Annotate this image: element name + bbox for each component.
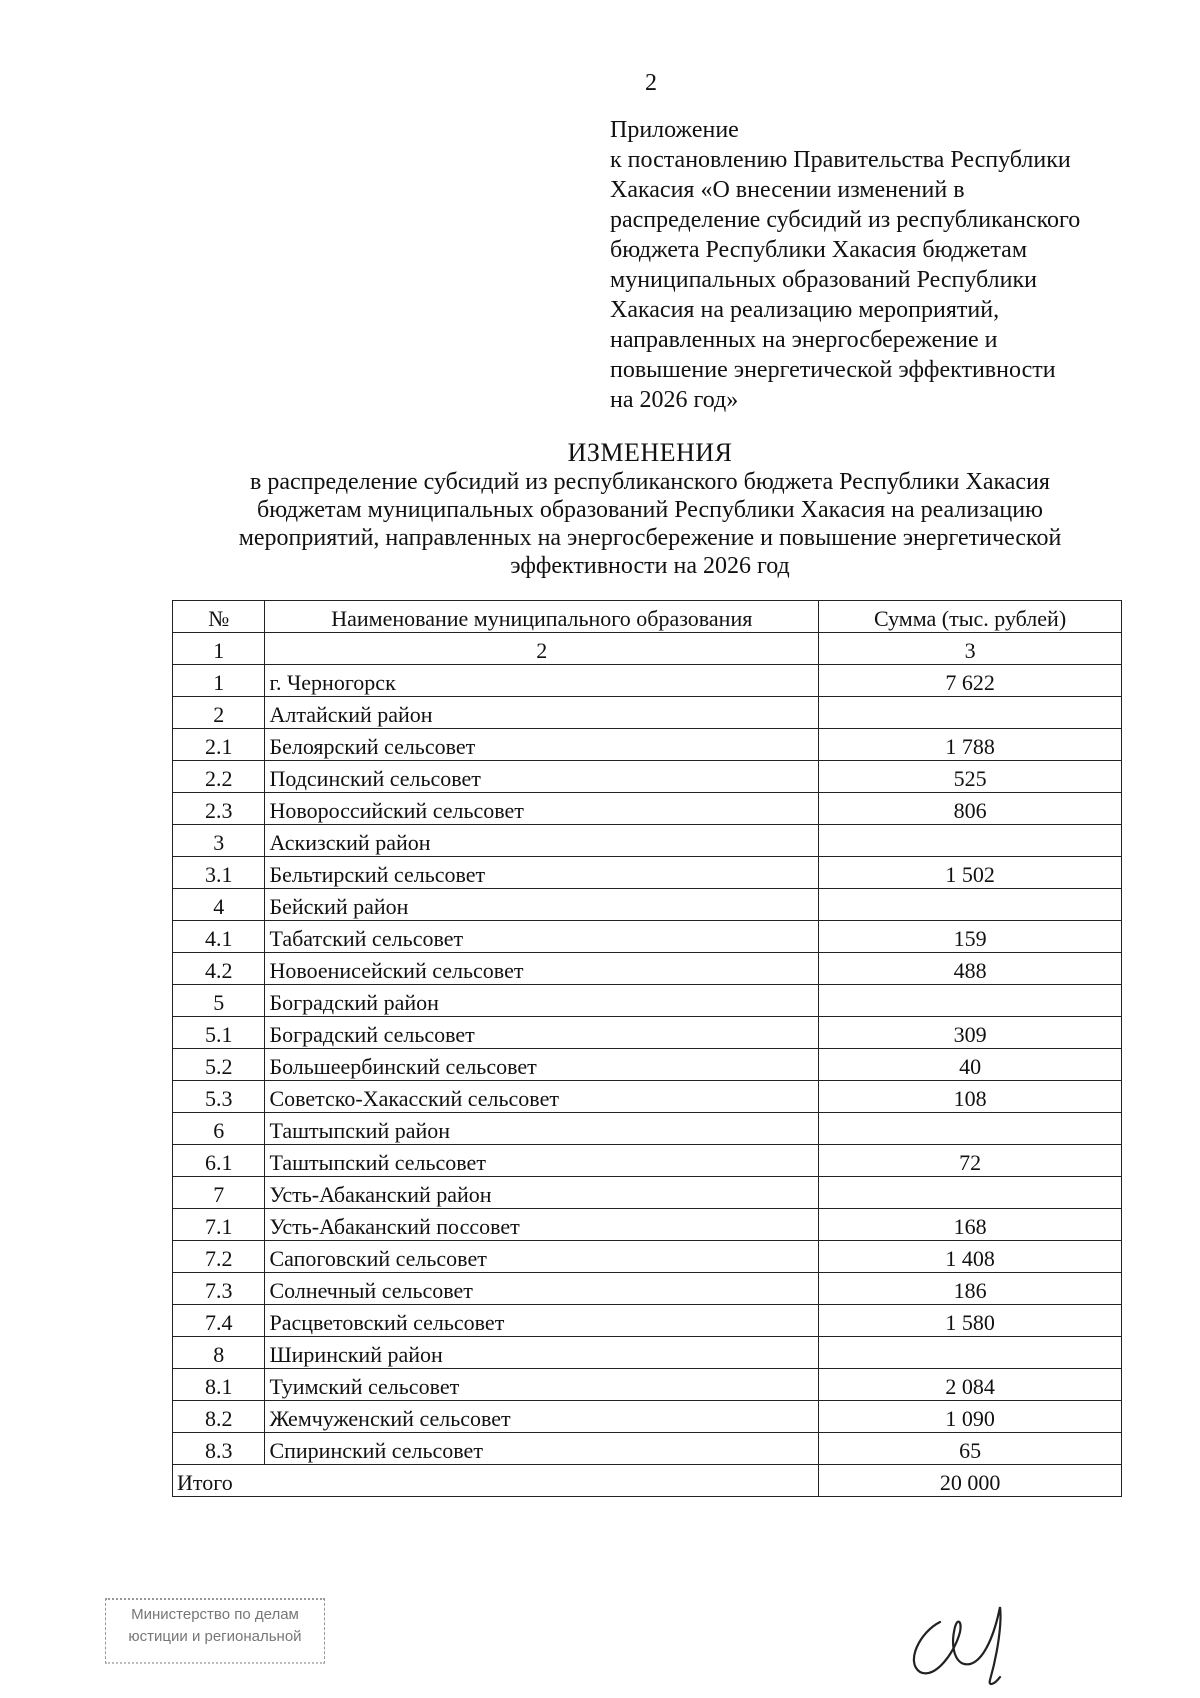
- row-number: 8.3: [173, 1433, 265, 1465]
- row-name: Ширинский район: [265, 1337, 819, 1369]
- table-row: [173, 1305, 1122, 1337]
- row-sum: [819, 1337, 1122, 1369]
- row-name: Сапоговский сельсовет: [265, 1241, 819, 1273]
- row-number: 7.1: [173, 1209, 265, 1241]
- title-sub-line: бюджетам муниципальных образований Республики Хакасия на реализацию: [257, 497, 1043, 523]
- row-number: 2.1: [173, 729, 265, 761]
- table-row: [173, 697, 1122, 729]
- column-number: 1: [173, 633, 265, 665]
- table-row: [173, 953, 1122, 985]
- table-header-row: [173, 601, 1122, 633]
- row-sum: 40: [819, 1049, 1122, 1081]
- page-number: 2: [645, 70, 657, 96]
- row-name: Бельтирский сельсовет: [265, 857, 819, 889]
- row-name: г. Черногорск: [265, 665, 819, 697]
- row-name: Новоенисейский сельсовет: [265, 953, 819, 985]
- appendix-line: муниципальных образований Республики: [610, 267, 1037, 293]
- table-row: [173, 665, 1122, 697]
- row-sum: [819, 825, 1122, 857]
- row-sum: 1 788: [819, 729, 1122, 761]
- row-sum: 488: [819, 953, 1122, 985]
- table-row: [173, 1337, 1122, 1369]
- row-number: 8.2: [173, 1401, 265, 1433]
- row-sum: 806: [819, 793, 1122, 825]
- column-number: 2: [265, 633, 819, 665]
- table-row: [173, 793, 1122, 825]
- header-name: Наименование муниципального образования: [265, 601, 819, 633]
- table-row: [173, 1177, 1122, 1209]
- header-sum: Сумма (тыс. рублей): [819, 601, 1122, 633]
- table-row: [173, 889, 1122, 921]
- row-name: Жемчуженский сельсовет: [265, 1401, 819, 1433]
- row-number: 1: [173, 665, 265, 697]
- appendix-block: [610, 115, 1130, 415]
- total-row: [173, 1465, 1122, 1497]
- title-main: ИЗМЕНЕНИЯ: [567, 438, 733, 467]
- row-number: 7.2: [173, 1241, 265, 1273]
- row-sum: 72: [819, 1145, 1122, 1177]
- column-number: 3: [819, 633, 1122, 665]
- row-name: Усть-Абаканский поссовет: [265, 1209, 819, 1241]
- table-body: [173, 665, 1122, 1465]
- row-number: 5.3: [173, 1081, 265, 1113]
- signature-icon: [900, 1592, 1030, 1690]
- row-name: Алтайский район: [265, 697, 819, 729]
- table-row: [173, 1081, 1122, 1113]
- row-sum: 1 502: [819, 857, 1122, 889]
- row-number: 5.1: [173, 1017, 265, 1049]
- row-sum: 1 408: [819, 1241, 1122, 1273]
- row-number: 5.2: [173, 1049, 265, 1081]
- appendix-line: распределение субсидий из республиканского: [610, 207, 1081, 233]
- table-row: [173, 857, 1122, 889]
- row-name: Табатский сельсовет: [265, 921, 819, 953]
- table-row: [173, 1241, 1122, 1273]
- row-number: 8.1: [173, 1369, 265, 1401]
- row-name: Спиринский сельсовет: [265, 1433, 819, 1465]
- stamp-line: Министерство по делам: [131, 1606, 299, 1623]
- row-number: 2.3: [173, 793, 265, 825]
- appendix-line: Приложение: [610, 117, 739, 143]
- ministry-stamp: [105, 1598, 325, 1664]
- table-row: [173, 1113, 1122, 1145]
- row-number: 7.3: [173, 1273, 265, 1305]
- row-sum: [819, 889, 1122, 921]
- table-row: [173, 1017, 1122, 1049]
- appendix-line: к постановлению Правительства Республики: [610, 147, 1071, 173]
- row-name: Новороссийский сельсовет: [265, 793, 819, 825]
- row-sum: 2 084: [819, 1369, 1122, 1401]
- row-name: Советско-Хакасский сельсовет: [265, 1081, 819, 1113]
- appendix-line: Хакасия «О внесении изменений в: [610, 177, 965, 203]
- row-name: Расцветовский сельсовет: [265, 1305, 819, 1337]
- row-sum: 525: [819, 761, 1122, 793]
- row-name: Белоярский сельсовет: [265, 729, 819, 761]
- row-number: 8: [173, 1337, 265, 1369]
- row-number: 5: [173, 985, 265, 1017]
- row-number: 6: [173, 1113, 265, 1145]
- row-sum: [819, 1113, 1122, 1145]
- table-row: [173, 1433, 1122, 1465]
- row-name: Таштыпский район: [265, 1113, 819, 1145]
- row-number: 6.1: [173, 1145, 265, 1177]
- row-name: Боградский район: [265, 985, 819, 1017]
- row-name: Бейский район: [265, 889, 819, 921]
- row-name: Большеербинский сельсовет: [265, 1049, 819, 1081]
- table-row: [173, 729, 1122, 761]
- row-number: 4: [173, 889, 265, 921]
- row-sum: 186: [819, 1273, 1122, 1305]
- row-sum: 1 580: [819, 1305, 1122, 1337]
- row-name: Подсинский сельсовет: [265, 761, 819, 793]
- row-number: 3: [173, 825, 265, 857]
- row-sum: 309: [819, 1017, 1122, 1049]
- document-title: [160, 438, 1140, 580]
- table-row: [173, 985, 1122, 1017]
- table-row: [173, 1209, 1122, 1241]
- row-sum: 1 090: [819, 1401, 1122, 1433]
- appendix-line: направленных на энергосбережение и: [610, 327, 998, 353]
- appendix-line: бюджета Республики Хакасия бюджетам: [610, 237, 1028, 263]
- row-number: 4.2: [173, 953, 265, 985]
- row-number: 4.1: [173, 921, 265, 953]
- appendix-line: повышение энергетической эффективности: [610, 357, 1056, 383]
- table-row: [173, 761, 1122, 793]
- table-row: [173, 921, 1122, 953]
- row-sum: 65: [819, 1433, 1122, 1465]
- row-sum: [819, 1177, 1122, 1209]
- row-number: 3.1: [173, 857, 265, 889]
- header-number: №: [173, 601, 265, 633]
- title-sub-line: в распределение субсидий из республиканского бюджета Республики Хакасия: [250, 469, 1050, 495]
- row-number: 2.2: [173, 761, 265, 793]
- title-sub-line: мероприятий, направленных на энергосбережение и повышение энергетической: [238, 525, 1062, 551]
- row-number: 2: [173, 697, 265, 729]
- row-number: 7: [173, 1177, 265, 1209]
- total-sum: 20 000: [819, 1465, 1122, 1497]
- row-name: Боградский сельсовет: [265, 1017, 819, 1049]
- column-number-row: [173, 633, 1122, 665]
- total-label: Итого: [173, 1465, 819, 1497]
- table-row: [173, 1401, 1122, 1433]
- stamp-line: юстиции и региональной: [128, 1628, 302, 1645]
- appendix-line: на 2026 год»: [610, 387, 739, 413]
- table-row: [173, 1145, 1122, 1177]
- row-sum: 159: [819, 921, 1122, 953]
- row-sum: [819, 697, 1122, 729]
- row-sum: [819, 985, 1122, 1017]
- row-sum: 7 622: [819, 665, 1122, 697]
- row-sum: 168: [819, 1209, 1122, 1241]
- appendix-line: Хакасия на реализацию мероприятий,: [610, 297, 1000, 323]
- row-name: Туимский сельсовет: [265, 1369, 819, 1401]
- title-sub-line: эффективности на 2026 год: [510, 553, 790, 579]
- table-row: [173, 1049, 1122, 1081]
- row-sum: 108: [819, 1081, 1122, 1113]
- subsidy-table: [172, 600, 1122, 1497]
- row-name: Усть-Абаканский район: [265, 1177, 819, 1209]
- row-name: Аскизский район: [265, 825, 819, 857]
- table-row: [173, 1369, 1122, 1401]
- table-row: [173, 825, 1122, 857]
- row-name: Таштыпский сельсовет: [265, 1145, 819, 1177]
- table-row: [173, 1273, 1122, 1305]
- row-number: 7.4: [173, 1305, 265, 1337]
- row-name: Солнечный сельсовет: [265, 1273, 819, 1305]
